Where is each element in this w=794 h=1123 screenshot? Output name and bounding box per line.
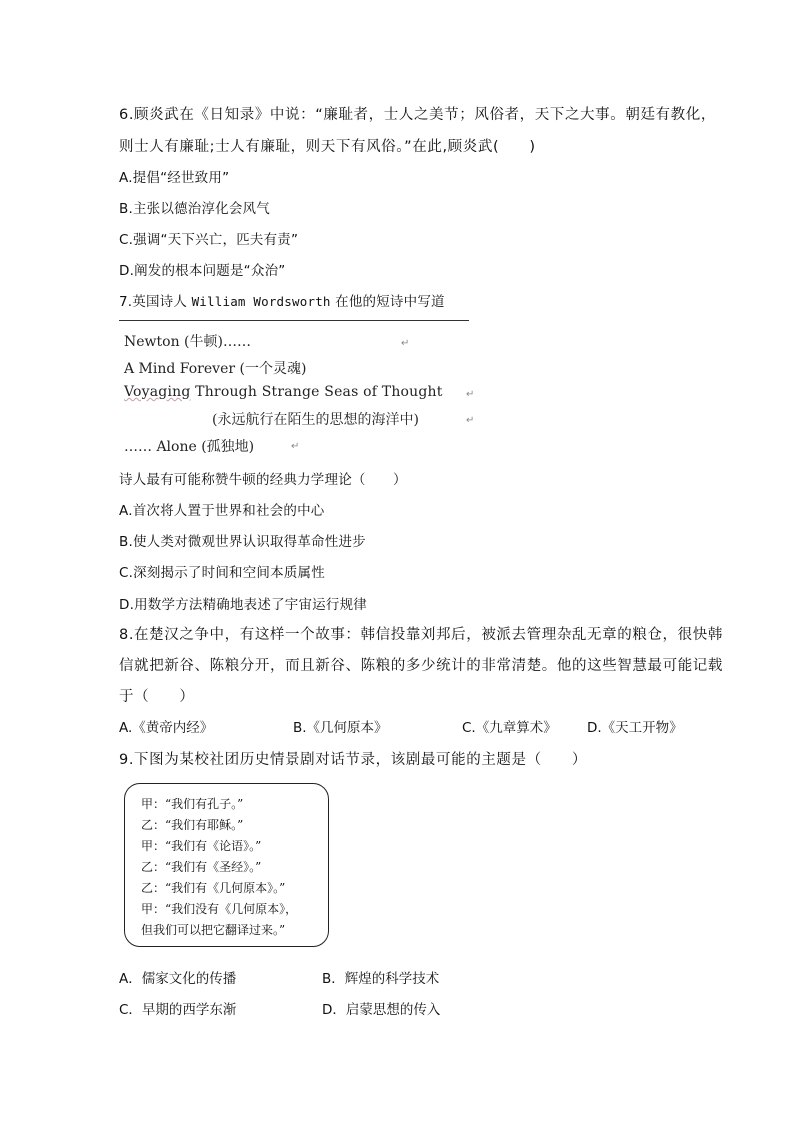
poem-voyaging-word: Voyaging [124, 384, 191, 400]
q8-stem-line3: 于（ ） [119, 689, 195, 705]
q6-option-b: B.主张以德治淳化会风气 [119, 201, 270, 217]
q7-option-d: D.用数学方法精确地表述了宇宙运行规律 [119, 597, 367, 613]
q8-stem-line2: 信就把新谷、陈粮分开，而且新谷、陈粮的多少统计的非常清楚。他的这些智慧最可能记载 [119, 658, 723, 674]
q9-option-a: A．儒家文化的传播 [119, 971, 237, 987]
poem-line-5: …… Alone (孤独地) [124, 439, 255, 455]
q7-stem [119, 290, 445, 310]
q6-stem-line2: 则士人有廉耻;士人有廉耻，则天下有风俗。”在此,顾炎武( ) [119, 139, 536, 155]
q9-option-c: C．早期的西学东渐 [119, 1002, 237, 1018]
q6-option-c: C.强调“天下兴亡，匹夫有责” [119, 232, 299, 248]
return-mark-icon: ↵ [291, 441, 300, 452]
q7-option-b: B.使人类对微观世界认识取得革命性进步 [119, 534, 366, 550]
q8-option-c: C.《九章算术》 [462, 720, 557, 736]
q7-option-a: A.首次将人置于世界和社会的中心 [119, 503, 325, 519]
divider [119, 320, 469, 321]
q8-stem-line1: 8.在楚汉之争中，有这样一个故事：韩信投靠刘邦后，被派去管理杂乱无章的粮仓，很快韩 [119, 627, 723, 643]
q6-option-d: D.阐发的根本问题是“众治” [119, 263, 286, 279]
q7-stem-suffix: 在他的短诗中写道 [330, 294, 445, 310]
q8-option-d: D.《天工开物》 [587, 720, 683, 736]
q6-option-a: A.提倡“经世致用” [119, 170, 230, 186]
q6-stem-line1: 6.顾炎武在《日知录》中说：“廉耻者，士人之美节；风俗者，天下之大事。朝廷有教化， [119, 107, 716, 123]
dialogue-line-2: 乙：“我们有耶稣。” [141, 818, 244, 832]
poem-line-4: (永远航行在陌生的思想的海洋中) [212, 412, 419, 428]
q7-question: 诗人最有可能称赞牛顿的经典力学理论（ ） [119, 472, 407, 488]
poem-line-3: Voyaging Through Strange Seas of Thought [124, 384, 443, 400]
q9-stem: 9.下图为某校社团历史情景剧对话节录，该剧最可能的主题是（ ） [119, 752, 588, 768]
q9-option-b: B．辉煌的科学技术 [322, 971, 440, 987]
dialogue-line-5: 乙：“我们有《几何原本》。” [141, 881, 286, 895]
dialogue-line-1: 甲：“我们有孔子。” [141, 797, 244, 811]
return-mark-icon: ↵ [466, 389, 475, 400]
dialogue-line-7: 但我们可以把它翻译过来。” [141, 923, 286, 937]
dialogue-line-3: 甲：“我们有《论语》。” [141, 839, 262, 853]
q8-option-a: A.《黄帝内经》 [119, 720, 214, 736]
q9-option-d: D．启蒙思想的传入 [322, 1002, 441, 1018]
poem-line-2: A Mind Forever (一个灵魂) [124, 361, 307, 377]
q7-option-c: C.深刻揭示了时间和空间本质属性 [119, 565, 325, 581]
q7-stem-prefix: 7.英国诗人 [119, 294, 192, 310]
q8-option-b: B.《几何原本》 [293, 720, 388, 736]
return-mark-icon: ↵ [466, 415, 475, 426]
return-mark-icon: ↵ [401, 338, 410, 349]
dialogue-line-6: 甲：“我们没有《几何原本》， [141, 902, 298, 916]
q7-poet-name: William Wordsworth [191, 294, 331, 309]
dialogue-line-4: 乙：“我们有《圣经》。” [141, 860, 262, 874]
poem-line-1: Newton (牛顿)…… [124, 334, 251, 350]
